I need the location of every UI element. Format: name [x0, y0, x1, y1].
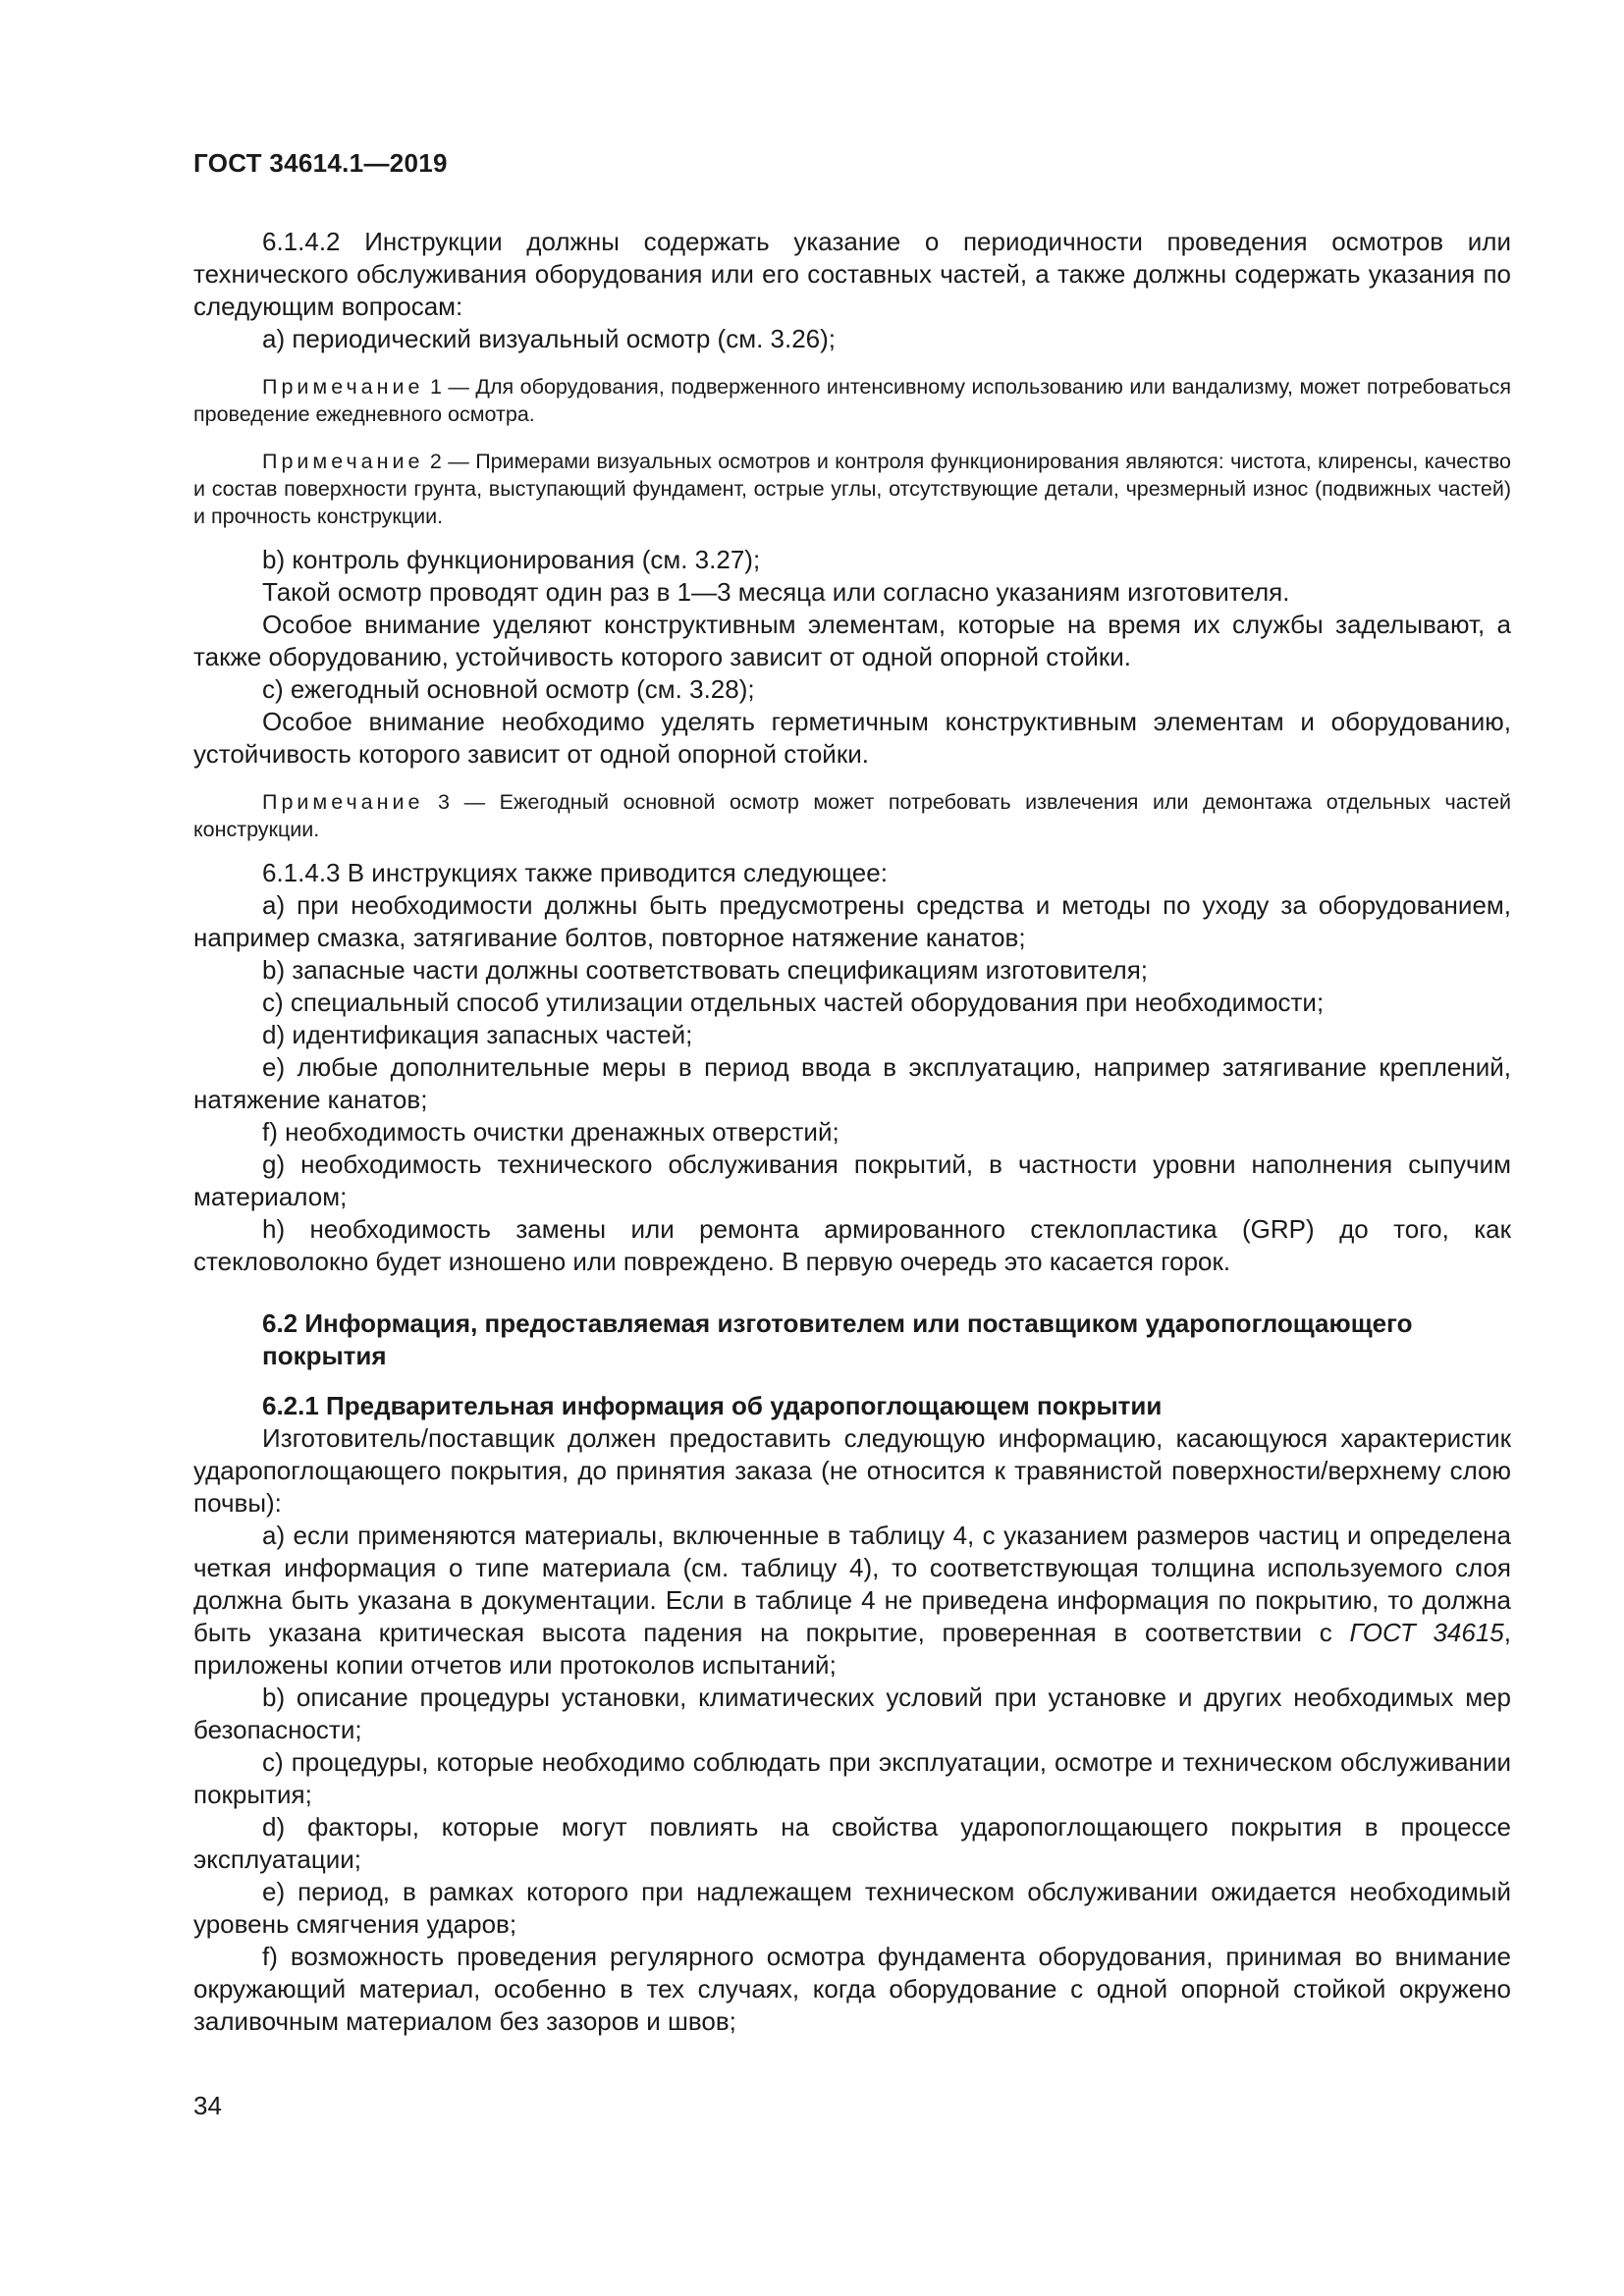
note-text: 1 — Для оборудования, подверженного интенсивному использованию или вандализму, может потребоваться проведение ежедневного осмотра.: [193, 375, 1511, 426]
note-text: 2 — Примерами визуальных осмотров и контроля функционирования являются: чистота, клиренсы, качество и состав поверхности грунта, выступающий фундамент, острые углы, отсутствующие детали, чрезмерный износ (подвижных частей) и прочность конструкции.: [193, 450, 1511, 528]
paragraph: Такой осмотр проводят один раз в 1—3 месяца или согласно указаниям изготовителя.: [262, 577, 1290, 607]
list-item-f: f) возможность проведения регулярного осмотра фундамента оборудования, принимая во внимание окружающий материал, особенно в тех случаях, когда оборудование с одной опорной стойкой окружено заливочным материалом без зазоров и швов;: [193, 1942, 1511, 2036]
list-item-c: c) ежегодный основной осмотр (см. 3.28);: [262, 674, 755, 704]
section-heading-6-2-1: 6.2.1 Предварительная информация об ударопоглощающем покрытии: [262, 1391, 1163, 1420]
list-item-h: h) необходимость замены или ремонта армированного стеклопластика (GRP) до того, как стекловолокно будет изношено или повреждено. В первую очередь это касается горок.: [193, 1214, 1511, 1276]
document-body: [193, 226, 1511, 2038]
list-item-f: f) необходимость очистки дренажных отверстий;: [262, 1117, 839, 1147]
note-label: Примечание: [262, 375, 424, 399]
note-label: Примечание: [262, 450, 424, 473]
note-1: [193, 373, 1511, 428]
note-label: Примечание: [262, 790, 424, 814]
list-item-a: [193, 1520, 1511, 1682]
list-item-a: a) периодический визуальный осмотр (см. 3.26);: [262, 324, 837, 353]
list-item-c: c) процедуры, которые необходимо соблюдать при эксплуатации, осмотре и техническом обслуживании покрытия;: [193, 1747, 1511, 1809]
list-item-e: e) любые дополнительные меры в период ввода в эксплуатацию, например затягивание креплений, натяжение канатов;: [193, 1052, 1511, 1114]
paragraph-6-1-4-3: 6.1.4.3 В инструкциях также приводится следующее:: [262, 858, 888, 887]
paragraph: Изготовитель/поставщик должен предоставить следующую информацию, касающуюся характеристик ударопоглощающего покрытия, до принятия заказа (не относится к травянистой поверхности/верхнему слою почвы):: [193, 1423, 1511, 1518]
note-2: [193, 448, 1511, 530]
list-item-e: e) период, в рамках которого при надлежащем техническом обслуживании ожидается необходимый уровень смягчения ударов;: [193, 1877, 1511, 1939]
list-item-b: b) запасные части должны соответствовать спецификациям изготовителя;: [262, 955, 1149, 985]
list-item-b: b) контроль функционирования (см. 3.27);: [262, 545, 761, 574]
text-run: a) если применяются материалы, включенные в таблицу 4, с указанием размеров частиц и определена четкая информация о типе материала (см. таблицу 4), то соответствующая толщина используемого слоя должна быть указана в документации. Если в таблице 4 не приведена информация по покрытию, то должна быть указана критическая высота падения на покрытие, проверенная в соответствии с: [193, 1521, 1511, 1647]
paragraph: Особое внимание уделяют конструктивным элементам, которые на время их службы заделывают, а также оборудованию, устойчивость которого зависит от одной опорной стойки.: [193, 610, 1511, 671]
list-item-d: d) идентификация запасных частей;: [262, 1020, 693, 1049]
note-3: [193, 788, 1511, 843]
document-header: ГОСТ 34614.1—2019: [193, 148, 448, 178]
list-item-b: b) описание процедуры установки, климатических условий при установке и других необходимых мер безопасности;: [193, 1682, 1511, 1744]
list-item-g: g) необходимость технического обслуживания покрытий, в частности уровни наполнения сыпучим материалом;: [193, 1149, 1511, 1211]
list-item-a: a) при необходимости должны быть предусмотрены средства и методы по уходу за оборудованием, например смазка, затягивание болтов, повторное натяжение канатов;: [193, 890, 1511, 952]
text-run: , приложены копии отчетов или протоколов испытаний;: [193, 1618, 1511, 1680]
standard-reference: ГОСТ 34615: [1349, 1618, 1504, 1647]
section-heading-6-2: 6.2 Информация, предоставляемая изготовителем или поставщиком ударопоглощающего покрытия: [262, 1308, 1413, 1370]
paragraph: Особое внимание необходимо уделять герметичным конструктивным элементам и оборудованию, устойчивость которого зависит от одной опорной стойки.: [193, 707, 1511, 769]
note-text: 3 — Ежегодный основной осмотр может потребовать извлечения или демонтажа отдельных частей конструкции.: [193, 790, 1511, 841]
page-number: 34: [193, 2091, 222, 2120]
list-item-d: d) факторы, которые могут повлиять на свойства ударопоглощающего покрытия в процессе эксплуатации;: [193, 1812, 1511, 1874]
paragraph-6-1-4-2: 6.1.4.2 Инструкции должны содержать указание о периодичности проведения осмотров или технического обслуживания оборудования или его составных частей, а также должны содержать указания по следующим вопросам:: [193, 227, 1511, 321]
list-item-c: c) специальный способ утилизации отдельных частей оборудования при необходимости;: [262, 988, 1325, 1017]
